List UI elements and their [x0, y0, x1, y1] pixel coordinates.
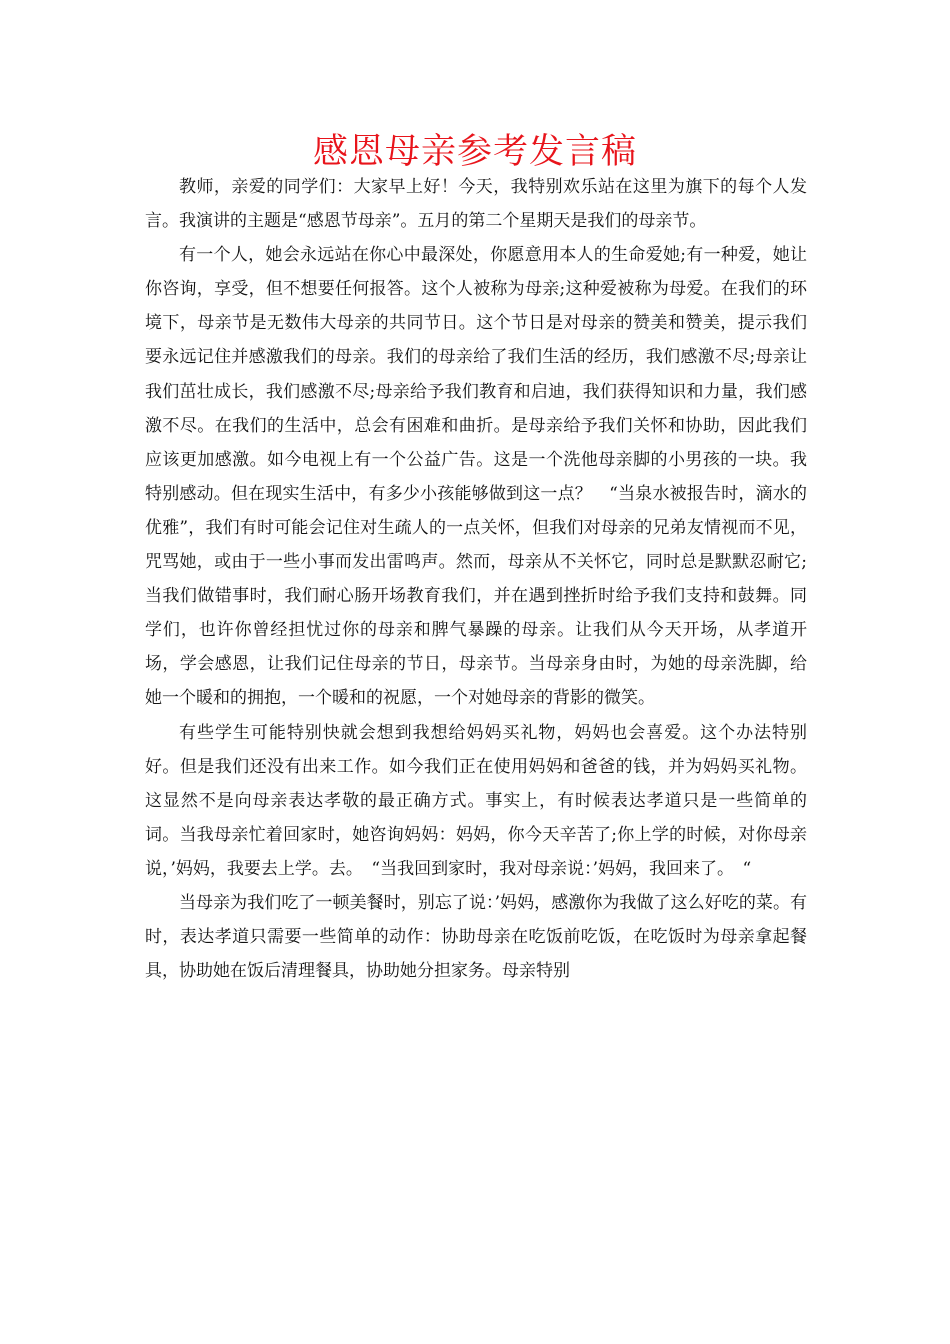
paragraph-gifts: 有些学生可能特别快就会想到我想给妈妈买礼物，妈妈也会喜爱。这个办法特别好。但是我们还没有出来工作。如今我们正在使用妈妈和爸爸的钱，并为妈妈买礼物。这显然不是向母亲表达孝敬的最正确方式。事实上，有时候表达孝道只是一些简单的词。当我母亲忙着回家时，她咨询妈妈：妈妈，你今天辛苦了;你上学的时候，对你母亲说，’妈妈，我要去上学。去。 “当我回到家时，我对母亲说：’妈妈，我回来了。 “: [145, 722, 807, 879]
document-title: 感恩母亲参考发言稿: [312, 132, 637, 172]
paragraph-greeting: 教师，亲爱的同学们：大家早上好！今天，我特别欢乐站在这里为旗下的每个人发言。我演讲的主题是“感恩节母亲”。五月的第二个星期天是我们的母亲节。: [145, 177, 807, 232]
paragraph-actions: 当母亲为我们吃了一顿美餐时，别忘了说：’妈妈，感激你为我做了这么好吃的菜。有时，表达孝道只需要一些简单的动作：协助母亲在吃饭前吃饭，在吃饭时为母亲拿起餐具，协助她在饭后清理餐具，协助她分担家务。母亲特别: [145, 892, 807, 982]
document-body: [145, 170, 807, 988]
paragraph-mothers-love: 有一个人，她会永远站在你心中最深处，你愿意用本人的生命爱她;有一种爱，她让你咨询，享受，但不想要任何报答。这个人被称为母亲;这种爱被称为母爱。在我们的环境下，母亲节是无数伟大母亲的共同节日。这个节日是对母亲的赞美和赞美，提示我们要永远记住并感激我们的母亲。我们的母亲给了我们生活的经历，我们感激不尽;母亲让我们茁壮成长，我们感激不尽;母亲给予我们教育和启迪，我们获得知识和力量，我们感激不尽。在我们的生活中，总会有困难和曲折。是母亲给予我们关怀和协助，因此我们应该更加感激。如今电视上有一个公益广告。这是一个洗他母亲脚的小男孩的一块。我特别感动。但在现实生活中，有多少小孩能够做到这一点？ “当泉水被报告时，滴水的优雅”，我们有时可能会记住对生疏人的一点关怀，但我们对母亲的兄弟友情视而不见，咒骂她，或由于一些小事而发出雷鸣声。然而，母亲从不关怀它，同时总是默默忍耐它;当我们做错事时，我们耐心肠开场教育我们，并在遇到挫折时给予我们支持和鼓舞。同学们，也许你曾经担忧过你的母亲和脾气暴躁的母亲。让我们从今天开场，从孝道开场，学会感恩，让我们记住母亲的节日，母亲节。当母亲身由时，为她的母亲洗脚，给她一个暖和的拥抱，一个暖和的祝愿，一个对她母亲的背影的微笑。: [145, 245, 807, 709]
